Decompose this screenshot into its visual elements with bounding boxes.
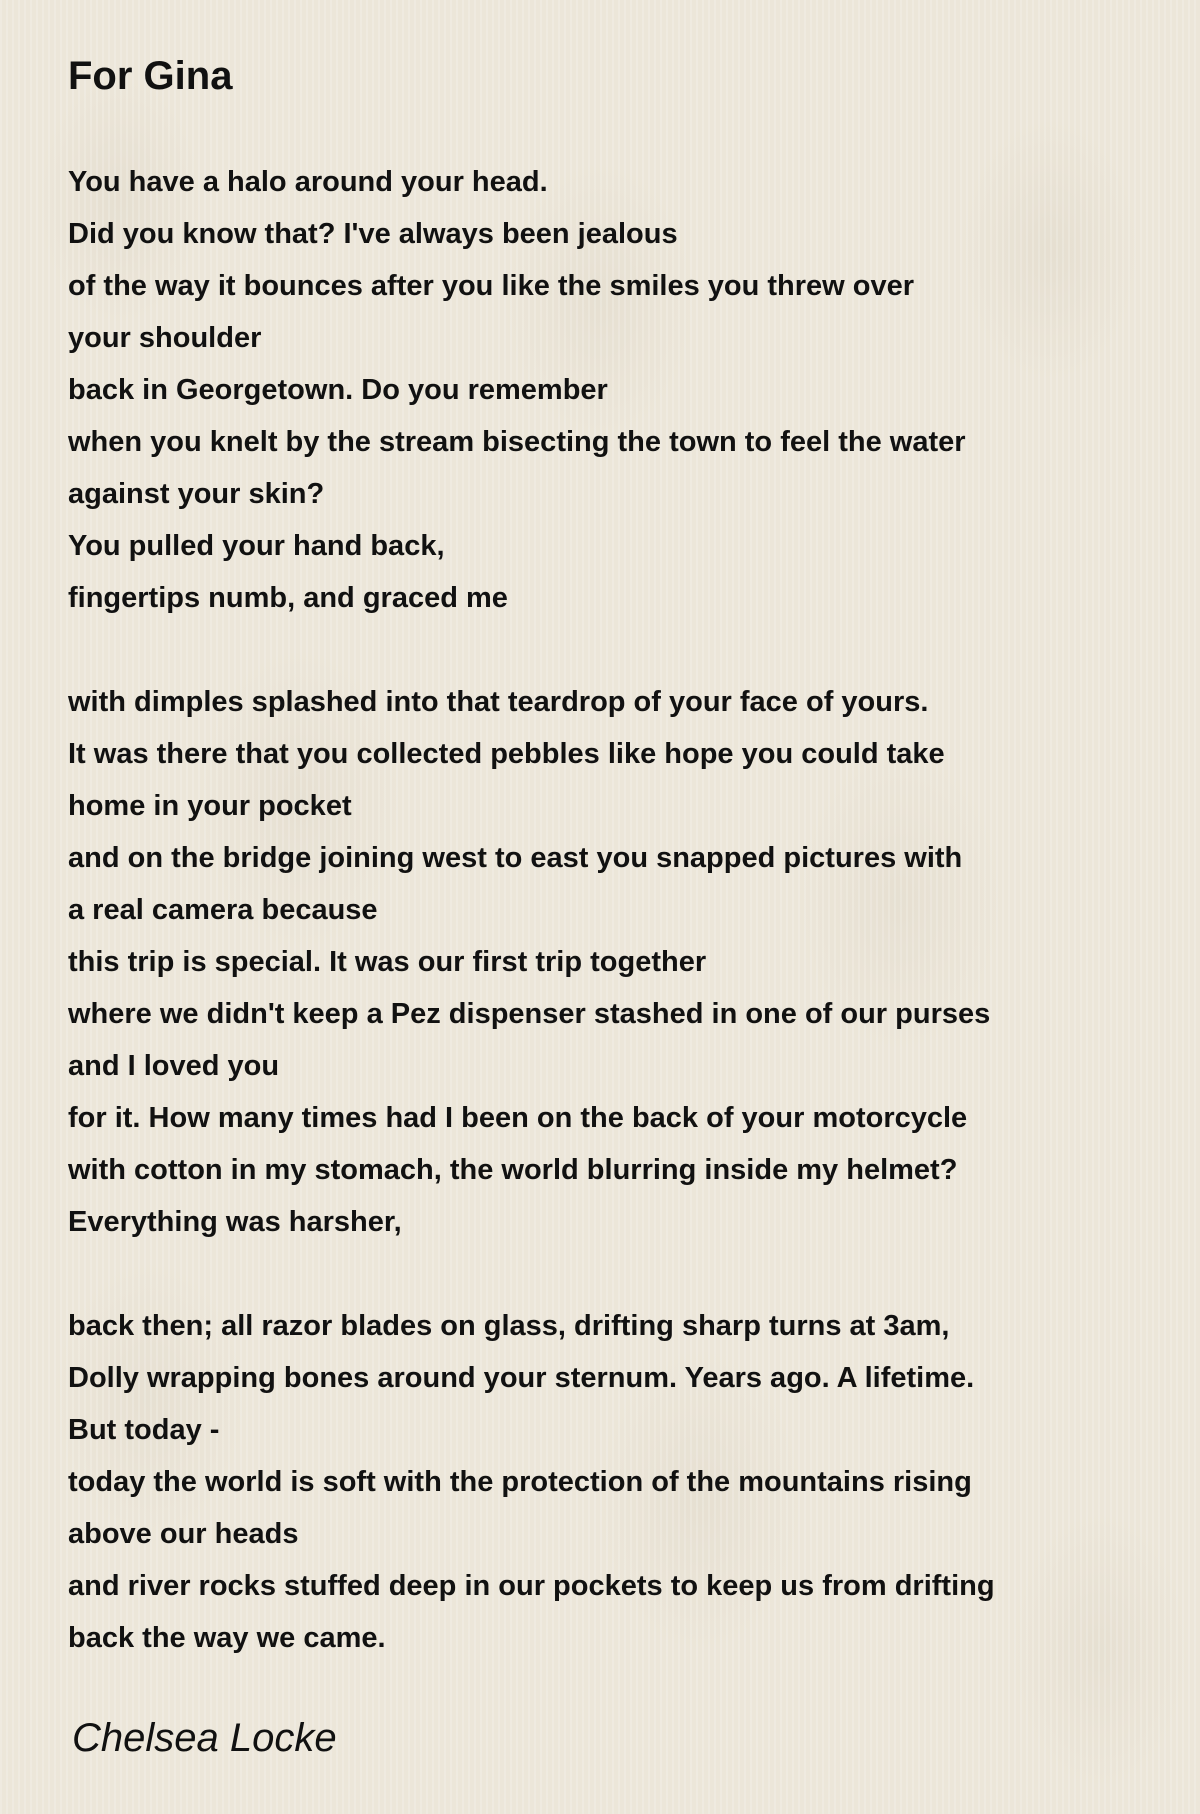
poem-line: of the way it bounces after you like the smiles you threw over: [68, 270, 915, 302]
poem-line: your shoulder: [68, 322, 262, 354]
poem-line: Dolly wrapping bones around your sternum. Years ago. A lifetime.: [68, 1362, 975, 1394]
stanza: [68, 1300, 1148, 1664]
stanza: [68, 676, 1148, 1248]
poem-body: [68, 156, 1148, 1664]
poem-line: fingertips numb, and graced me: [68, 582, 508, 614]
poem-line: and river rocks stuffed deep in our pockets to keep us from drifting: [68, 1570, 995, 1602]
poem-line: and on the bridge joining west to east you snapped pictures with: [68, 842, 963, 874]
poem-line: for it. How many times had I been on the back of your motorcycle: [68, 1102, 968, 1134]
poem-line: this trip is special. It was our first trip together: [68, 946, 707, 978]
poem-line: with cotton in my stomach, the world blurring inside my helmet?: [68, 1154, 958, 1186]
poem-line: It was there that you collected pebbles like hope you could take: [68, 738, 945, 770]
poem-line: back in Georgetown. Do you remember: [68, 374, 608, 406]
poem-title: For Gina: [68, 54, 233, 98]
poem-page: [68, 46, 1148, 1654]
poem-line: back the way we came.: [68, 1622, 386, 1654]
poem-author: Chelsea Locke: [72, 1716, 337, 1760]
poem-line: a real camera because: [68, 894, 378, 926]
poem-line: where we didn't keep a Pez dispenser stashed in one of our purses: [68, 998, 991, 1030]
poem-line: Everything was harsher,: [68, 1206, 402, 1238]
poem-line: You have a halo around your head.: [68, 166, 548, 198]
poem-line: You pulled your hand back,: [68, 530, 445, 562]
poem-line: today the world is soft with the protection of the mountains rising: [68, 1466, 972, 1498]
poem-line: and I loved you: [68, 1050, 280, 1082]
poem-line: home in your pocket: [68, 790, 352, 822]
poem-line: above our heads: [68, 1518, 299, 1550]
stanza-break: [68, 1248, 1148, 1300]
poem-line: against your skin?: [68, 478, 325, 510]
stanza-break: [68, 624, 1148, 676]
poem-line: But today -: [68, 1414, 220, 1446]
poem-line: Did you know that? I've always been jealous: [68, 218, 678, 250]
poem-line: when you knelt by the stream bisecting the town to feel the water: [68, 426, 966, 458]
stanza: [68, 156, 1148, 624]
poem-line: back then; all razor blades on glass, drifting sharp turns at 3am,: [68, 1310, 950, 1342]
poem-line: with dimples splashed into that teardrop of your face of yours.: [68, 686, 929, 718]
